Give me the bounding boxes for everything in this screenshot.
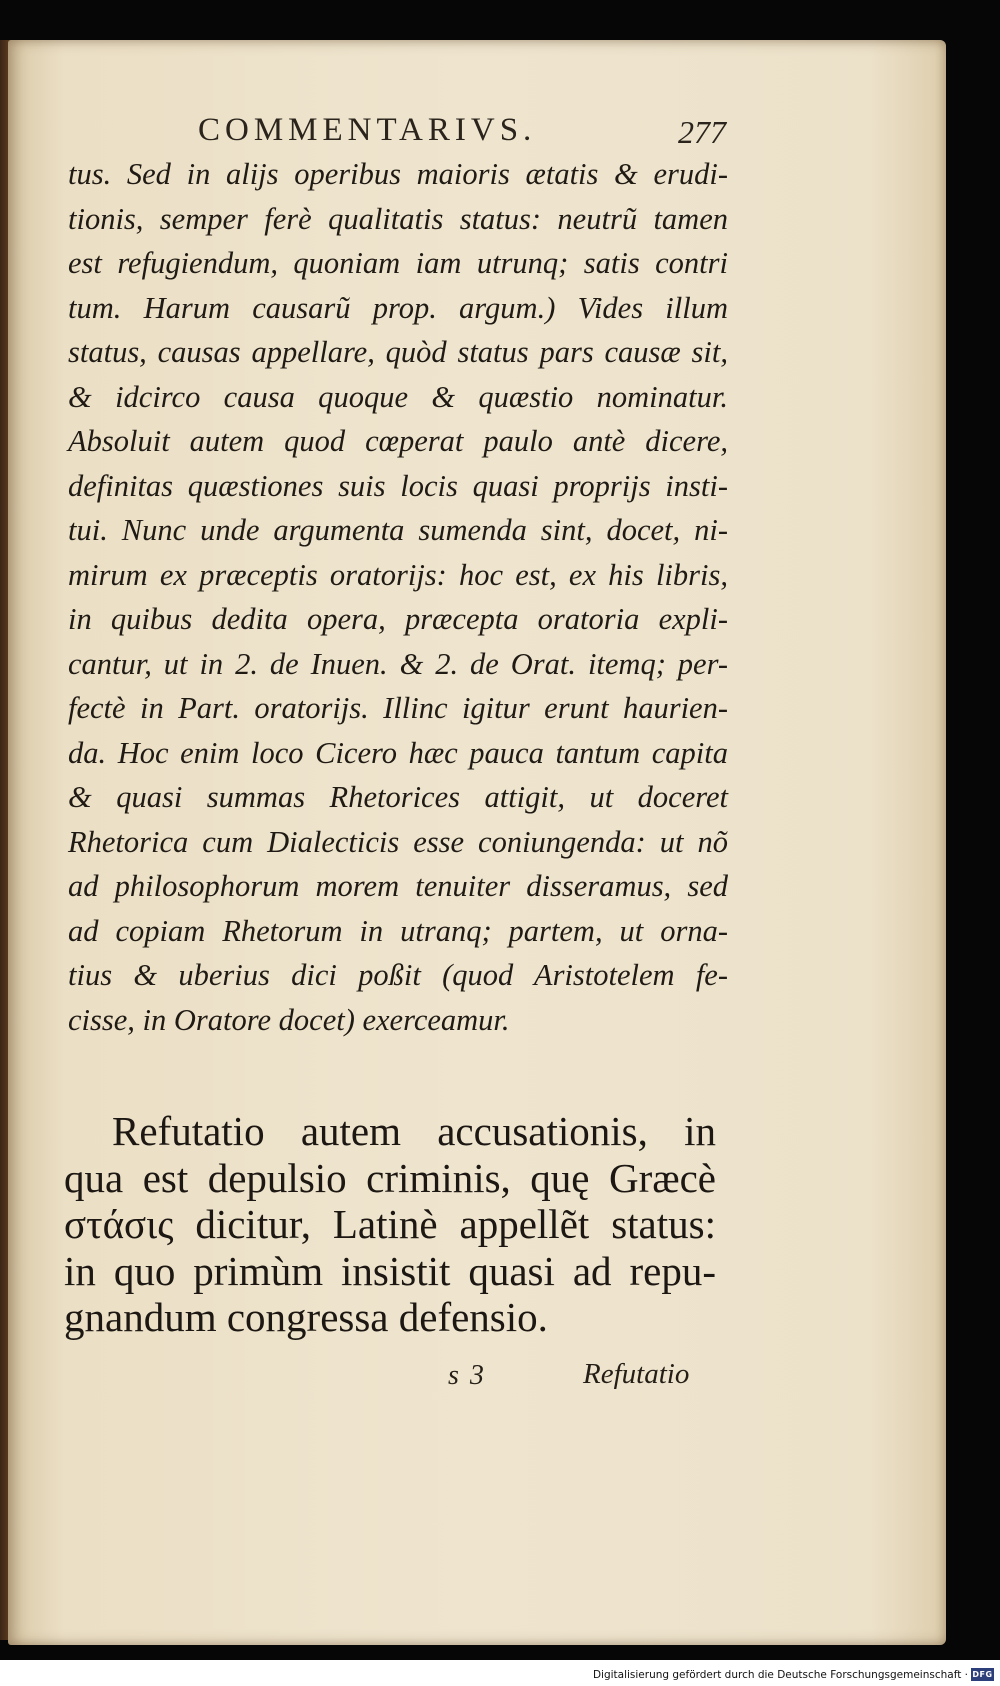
commentary-line: fectè in Part. oratorijs. Illinc igitur erunt haurien- [68,691,728,725]
commentary-line: tionis, semper ferè qualitatis status: neutrũ tamen [68,201,728,236]
commentary-line: Rhetorica cum Dialecticis esse coniungenda: ut nõ [68,824,728,859]
book-page [8,40,946,1645]
commentary-line: & quasi summas Rhetorices attigit, ut doceret [68,780,728,814]
commentary-line: definitas quæstiones suis locis quasi proprijs insti- [68,468,728,503]
commentary-line: cisse, in Oratore docet) exerceamur. [68,1002,510,1037]
main-text-line: in quo primùm insistit quasi ad repu- [64,1247,716,1294]
credit-bar [0,1660,1000,1686]
page-number: 277 [678,114,726,150]
commentary-line: & idcirco causa quoque & quæstio nominatur. [68,379,728,414]
commentary-line: status, causas appellare, quòd status pars causæ sit, [68,335,728,369]
running-head: COMMENTARIVS. [198,112,537,148]
commentary-line: tum. Harum causarũ prop. argum.) Vides illum [68,290,728,325]
commentary-line: da. Hoc enim loco Cicero hæc pauca tantum capita [68,735,728,770]
commentary-line: est refugiendum, quoniam iam utrunq; satis contri [68,246,728,280]
signature-mark: s 3 [448,1360,486,1391]
dfg-logo-icon: DFG [972,1670,993,1679]
commentary-line: ad philosophorum morem tenuiter disseramus, sed [68,869,728,903]
main-text-line: στάσις dicitur, Latinè appellẽt status: [64,1201,716,1247]
main-text-block [64,1108,716,1341]
commentary-line: tus. Sed in alijs operibus maioris ætatis & erudi- [68,157,728,191]
commentary-line: cantur, ut in 2. de Inuen. & 2. de Orat. itemq; per- [68,646,728,681]
commentary-line: tius & uberius dici poßit (quod Aristotelem fe- [68,958,728,992]
commentary-line: Absoluit autem quod cœperat paulo antè dicere, [68,424,728,458]
catchword: Refutatio [583,1358,690,1390]
commentary-block [68,152,728,1042]
commentary-line: in quibus dedita opera, præcepta oratoria expli- [68,602,728,636]
main-text-line: qua est depulsio criminis, quę Græcè [64,1154,716,1201]
commentary-line: ad copiam Rhetorum in utranq; partem, ut orna- [68,913,728,948]
digitization-credit: Digitalisierung gefördert durch die Deutsche Forschungsgemeinschaft · [592,1669,968,1681]
commentary-line: tui. Nunc unde argumenta sumenda sint, docet, ni- [68,513,728,547]
main-text-line: Refutatio autem accusationis, in [112,1108,716,1154]
main-text-line: gnandum congressa defensio. [64,1294,548,1340]
commentary-line: mirum ex præceptis oratorijs: hoc est, ex his libris, [68,557,728,592]
